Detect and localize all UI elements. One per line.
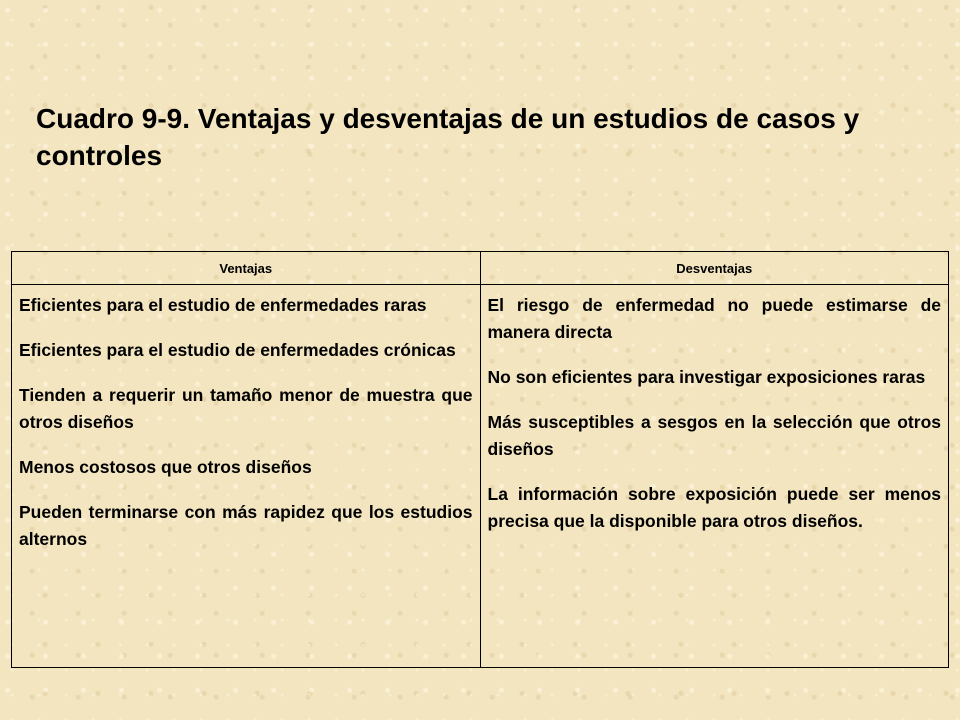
advantage-item: Eficientes para el estudio de enfermedades crónicas (19, 340, 456, 360)
disadvantage-item: El riesgo de enfermedad no puede estimarse de manera directa (487, 295, 941, 342)
advantage-item: Tienden a requerir un tamaño menor de muestra que otros diseños (19, 385, 473, 432)
disadvantage-item: Más susceptibles a sesgos en la selección que otros diseños (487, 412, 941, 459)
table-header-row (12, 252, 949, 285)
disadvantage-item: La información sobre exposición puede ser menos precisa que la disponible para otros diseños. (487, 484, 941, 531)
advantage-item: Pueden terminarse con más rapidez que los estudios alternos (19, 502, 473, 549)
advantage-item: Eficientes para el estudio de enfermedades raras (19, 295, 427, 315)
advantages-cell (12, 285, 481, 668)
page-title: Cuadro 9-9. Ventajas y desventajas de un estudios de casos y controles (36, 103, 860, 171)
comparison-table (11, 251, 949, 668)
advantage-item: Menos costosos que otros diseños (19, 457, 312, 477)
table-row (12, 285, 949, 668)
disadvantages-cell (480, 285, 949, 668)
header-desventajas: Desventajas (480, 252, 949, 285)
disadvantage-item: No son eficientes para investigar exposiciones raras (487, 367, 926, 387)
header-ventajas: Ventajas (12, 252, 481, 285)
